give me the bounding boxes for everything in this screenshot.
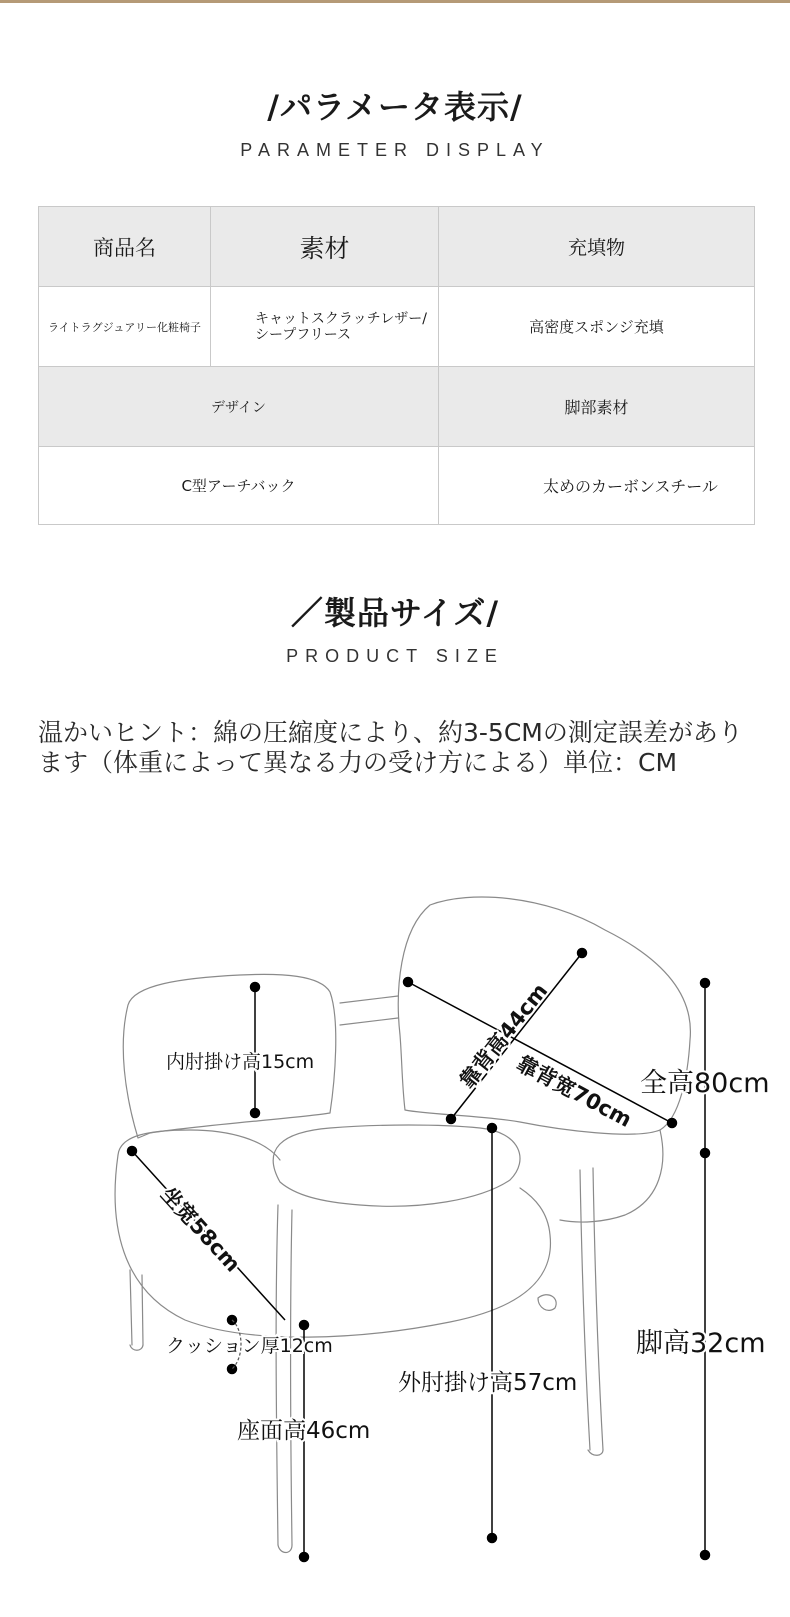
- measurement-hint: 温かいヒント：綿の圧縮度により、約3-5CMの測定誤差があります（体重によって異なる力の受け方による）単位：CM: [38, 718, 743, 777]
- value-design: C型アーチバック: [39, 447, 439, 525]
- leg-height-label: 脚高32cm: [636, 1328, 766, 1359]
- outer-arm-height-label: 外肘掛け高57cm: [398, 1370, 578, 1396]
- header-design: デザイン: [39, 367, 439, 447]
- parameter-section-title: /パラメータ表示/: [267, 88, 523, 126]
- header-leg-material: 脚部素材: [439, 367, 755, 447]
- inner-arm-height-label: 内肘掛け高15cm: [166, 1051, 315, 1073]
- seat-width-label: 坐宽58cm: [156, 1182, 245, 1277]
- value-product-name: ライトラグジュアリー化粧椅子: [39, 287, 211, 367]
- back-width-label: 靠背宽70cm: [512, 1051, 636, 1133]
- value-leg-material: 太めのカーボンスチール: [439, 447, 755, 525]
- header-filling: 充填物: [439, 207, 755, 287]
- size-section-subtitle: PRODUCT SIZE: [286, 646, 504, 666]
- parameter-section-subtitle: PARAMETER DISPLAY: [240, 140, 550, 160]
- cushion-thickness-label: クッション厚12cm: [166, 1335, 333, 1357]
- seat-height-label: 座面高46cm: [237, 1418, 371, 1444]
- back-height-label: 靠背高44cm: [455, 978, 553, 1094]
- size-section-title: ／製品サイズ/: [290, 594, 500, 632]
- value-filling: 高密度スポンジ充填: [439, 287, 755, 367]
- total-height-label: 全高80cm: [640, 1068, 770, 1099]
- header-product-name: 商品名: [39, 207, 211, 287]
- value-material: キャットスクラッチレザー/シープフリース: [211, 287, 439, 367]
- header-material: 素材: [211, 207, 439, 287]
